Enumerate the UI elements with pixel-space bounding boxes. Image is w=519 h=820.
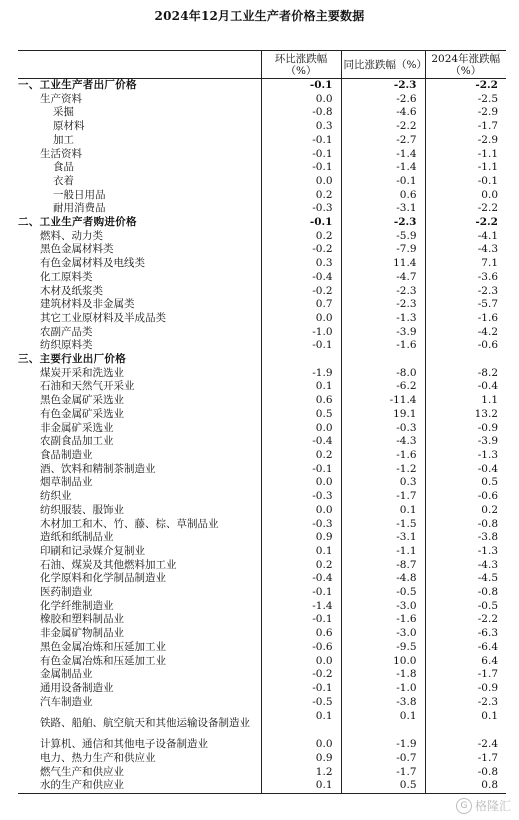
cell-mom: -0.5: [261, 696, 341, 710]
cell-ytd: 0.1: [425, 709, 506, 738]
cell-yoy: -3.1: [341, 531, 425, 545]
cell-ytd: -0.5: [425, 600, 506, 614]
cell-mom: 0.6: [261, 627, 341, 641]
cell-yoy: -1.5: [341, 518, 425, 532]
cell-mom: 0.2: [261, 559, 341, 573]
cell-yoy: -0.7: [341, 752, 425, 766]
cell-ytd: -3.9: [425, 435, 506, 449]
table-row: [18, 613, 506, 627]
cell-mom: 0.9: [261, 752, 341, 766]
table-row: [18, 271, 506, 285]
row-label: 建筑材料及非金属类: [40, 298, 135, 311]
table-row: [18, 120, 506, 134]
cell-ytd: -0.8: [425, 586, 506, 600]
row-label: 石油、煤炭及其他燃料加工业: [40, 558, 177, 571]
row-label: 煤炭开采和洗选业: [40, 366, 124, 379]
cell-mom: 0.0: [261, 738, 341, 752]
cell-yoy: -8.0: [341, 367, 425, 381]
table-row: [18, 600, 506, 614]
cell-yoy: -1.8: [341, 668, 425, 682]
table-row: [18, 463, 506, 477]
table-row: [18, 189, 506, 203]
cell-yoy: -6.2: [341, 380, 425, 394]
cell-mom: -0.1: [261, 216, 341, 230]
cell-ytd: -0.4: [425, 463, 506, 477]
cell-ytd: -2.3: [425, 696, 506, 710]
table-row: [18, 504, 506, 518]
row-label: 耐用消费品: [53, 202, 106, 215]
row-label: 化学原料和化学制品制造业: [40, 572, 166, 585]
cell-mom: -0.2: [261, 668, 341, 682]
row-label: 其它工业原材料及半成品类: [40, 311, 166, 324]
cell-mom: 0.2: [261, 449, 341, 463]
cell-ytd: -2.2: [425, 79, 506, 93]
cell-mom: -0.1: [261, 161, 341, 175]
cell-ytd: 0.0: [425, 189, 506, 203]
table-row: [18, 696, 506, 710]
cell-yoy: -1.4: [341, 161, 425, 175]
cell-mom: 0.3: [261, 257, 341, 271]
cell-yoy: -1.7: [341, 490, 425, 504]
cell-ytd: -0.9: [425, 422, 506, 436]
cell-yoy: -0.1: [341, 175, 425, 189]
cell-mom: -0.4: [261, 435, 341, 449]
cell-mom: -0.1: [261, 613, 341, 627]
cell-mom: 0.1: [261, 709, 341, 738]
cell-ytd: -2.3: [425, 285, 506, 299]
cell-yoy: 0.6: [341, 189, 425, 203]
table-row: [18, 572, 506, 586]
cell-mom: 0.6: [261, 394, 341, 408]
cell-mom: -0.6: [261, 641, 341, 655]
cell-ytd: -4.5: [425, 572, 506, 586]
cell-yoy: 0.1: [341, 504, 425, 518]
cell-ytd: 0.8: [425, 779, 506, 793]
row-label: 原材料: [53, 120, 85, 133]
cell-yoy: -2.6: [341, 93, 425, 107]
cell-mom: -0.1: [261, 339, 341, 353]
header-mom: 环比涨跌幅（%）: [261, 51, 341, 79]
cell-ytd: -1.1: [425, 148, 506, 162]
row-label: 二、工业生产者购进价格: [18, 216, 137, 229]
cell-yoy: -1.7: [341, 766, 425, 780]
cell-yoy: -2.3: [341, 298, 425, 312]
cell-mom: 0.1: [261, 779, 341, 793]
cell-mom: 0.1: [261, 545, 341, 559]
row-label: 医药制造业: [40, 586, 93, 599]
row-label: 衣着: [53, 174, 74, 187]
table-row: [18, 298, 506, 312]
cell-ytd: -1.1: [425, 161, 506, 175]
cell-yoy: 0.1: [341, 709, 425, 738]
cell-yoy: 19.1: [341, 408, 425, 422]
table-header-row: [18, 51, 506, 79]
cell-ytd: -6.3: [425, 627, 506, 641]
cell-ytd: -3.6: [425, 271, 506, 285]
cell-mom: -0.3: [261, 518, 341, 532]
cell-ytd: -8.2: [425, 367, 506, 381]
cell-yoy: -9.5: [341, 641, 425, 655]
row-label: 有色金属矿采选业: [40, 407, 124, 420]
row-label: 食品制造业: [40, 448, 93, 461]
cell-mom: 0.0: [261, 175, 341, 189]
cell-yoy: 11.4: [341, 257, 425, 271]
cell-ytd: -4.3: [425, 243, 506, 257]
cell-ytd: -1.3: [425, 449, 506, 463]
cell-yoy: -1.0: [341, 682, 425, 696]
cell-yoy: 10.0: [341, 655, 425, 669]
row-label: 有色金属冶炼和压延加工业: [40, 654, 166, 667]
table-row: [18, 682, 506, 696]
row-label: 汽车制造业: [40, 695, 93, 708]
row-label: 化工原料类: [40, 270, 93, 283]
table-row: [18, 668, 506, 682]
cell-yoy: -2.2: [341, 120, 425, 134]
cell-mom: 0.3: [261, 120, 341, 134]
header-yoy: 同比涨跌幅（%）: [341, 51, 425, 79]
row-label: 黑色金属冶炼和压延加工业: [40, 640, 166, 653]
cell-ytd: 0.5: [425, 476, 506, 490]
cell-yoy: -5.9: [341, 230, 425, 244]
cell-mom: 0.9: [261, 531, 341, 545]
table-row: [18, 531, 506, 545]
row-label: 烟草制品业: [40, 476, 93, 489]
cell-ytd: 1.1: [425, 394, 506, 408]
row-label: 计算机、通信和其他电子设备制造业: [40, 738, 208, 751]
cell-mom: 0.0: [261, 504, 341, 518]
table-row: [18, 449, 506, 463]
cell-mom: -0.3: [261, 202, 341, 216]
table-row: [18, 148, 506, 162]
row-label: 一般日用品: [53, 188, 106, 201]
table-row: [18, 766, 506, 780]
cell-ytd: -2.2: [425, 202, 506, 216]
page-title: 2024年12月工业生产者价格主要数据: [154, 9, 365, 23]
table-row: [18, 394, 506, 408]
row-label: 有色金属材料及电线类: [40, 257, 145, 270]
cell-ytd: -2.2: [425, 613, 506, 627]
cell-yoy: -4.3: [341, 435, 425, 449]
cell-mom: -0.4: [261, 572, 341, 586]
table-row: [18, 380, 506, 394]
cell-ytd: -2.4: [425, 738, 506, 752]
table-row: [18, 134, 506, 148]
cell-yoy: -8.7: [341, 559, 425, 573]
row-label: 造纸和纸制品业: [40, 531, 114, 544]
cell-mom: 0.7: [261, 298, 341, 312]
cell-yoy: -4.7: [341, 271, 425, 285]
row-label: 木材及纸浆类: [40, 284, 103, 297]
cell-ytd: [425, 353, 506, 367]
cell-mom: -0.8: [261, 106, 341, 120]
table-body: [18, 79, 506, 794]
cell-yoy: -0.5: [341, 586, 425, 600]
row-label: 印刷和记录媒介复制业: [40, 544, 145, 557]
cell-ytd: -0.8: [425, 518, 506, 532]
cell-mom: 1.2: [261, 766, 341, 780]
table-row: [18, 422, 506, 436]
watermark: [456, 797, 511, 814]
cell-yoy: -1.4: [341, 148, 425, 162]
table-row: [18, 738, 506, 752]
cell-yoy: -3.1: [341, 202, 425, 216]
table-row: [18, 709, 506, 738]
cell-yoy: -0.3: [341, 422, 425, 436]
table-row: [18, 79, 506, 93]
cell-mom: -0.1: [261, 586, 341, 600]
table-row: [18, 230, 506, 244]
table-row: [18, 161, 506, 175]
row-label: 橡胶和塑料制品业: [40, 613, 124, 626]
row-label: 燃气生产和供应业: [40, 765, 124, 778]
table-row: [18, 367, 506, 381]
cell-ytd: -4.2: [425, 326, 506, 340]
cell-ytd: -4.3: [425, 559, 506, 573]
cell-yoy: -1.6: [341, 613, 425, 627]
cell-ytd: -3.8: [425, 531, 506, 545]
cell-mom: -0.1: [261, 134, 341, 148]
cell-ytd: 0.2: [425, 504, 506, 518]
cell-ytd: -1.7: [425, 668, 506, 682]
table-row: [18, 202, 506, 216]
watermark-logo-icon: G: [456, 798, 472, 814]
cell-mom: -0.4: [261, 271, 341, 285]
cell-ytd: -2.2: [425, 216, 506, 230]
table-row: [18, 339, 506, 353]
cell-ytd: -6.4: [425, 641, 506, 655]
table-row: [18, 243, 506, 257]
row-label: 化学纤维制造业: [40, 599, 114, 612]
row-label: 生产资料: [40, 92, 82, 105]
cell-ytd: -1.6: [425, 312, 506, 326]
cell-mom: -0.2: [261, 285, 341, 299]
cell-ytd: -1.7: [425, 120, 506, 134]
cell-yoy: -1.3: [341, 312, 425, 326]
cell-yoy: -1.1: [341, 545, 425, 559]
table-row: [18, 93, 506, 107]
header-ytd: 2024年涨跌幅（%）: [425, 51, 506, 79]
cell-mom: 0.0: [261, 312, 341, 326]
row-label: 石油和天然气开采业: [40, 380, 135, 393]
cell-yoy: [341, 353, 425, 367]
cell-ytd: -0.1: [425, 175, 506, 189]
row-label: 通用设备制造业: [40, 681, 114, 694]
cell-mom: 0.5: [261, 408, 341, 422]
row-label: 食品: [53, 161, 74, 174]
cell-ytd: 13.2: [425, 408, 506, 422]
row-label: 纺织原料类: [40, 339, 93, 352]
cell-yoy: -4.6: [341, 106, 425, 120]
row-label: 农副食品加工业: [40, 435, 114, 448]
cell-yoy: -7.9: [341, 243, 425, 257]
cell-yoy: -11.4: [341, 394, 425, 408]
cell-mom: -0.1: [261, 463, 341, 477]
table-row: [18, 353, 506, 367]
table-row: [18, 175, 506, 189]
cell-ytd: -2.5: [425, 93, 506, 107]
table-row: [18, 545, 506, 559]
cell-ytd: -0.4: [425, 380, 506, 394]
row-label: 木材加工和木、竹、藤、棕、草制品业: [40, 517, 219, 530]
table-row: [18, 490, 506, 504]
cell-mom: 0.0: [261, 476, 341, 490]
cell-mom: -0.2: [261, 243, 341, 257]
row-label: 酒、饮料和精制茶制造业: [40, 462, 156, 475]
row-label: 纺织服装、服饰业: [40, 503, 124, 516]
cell-yoy: -3.0: [341, 627, 425, 641]
row-label: 农副产品类: [40, 325, 93, 338]
cell-ytd: -1.7: [425, 752, 506, 766]
cell-ytd: -0.6: [425, 490, 506, 504]
table-row: [18, 559, 506, 573]
cell-mom: -1.9: [261, 367, 341, 381]
cell-mom: 0.0: [261, 422, 341, 436]
cell-yoy: -2.3: [341, 285, 425, 299]
table-row: [18, 326, 506, 340]
row-label: 非金属矿采选业: [40, 421, 114, 434]
cell-yoy: -1.9: [341, 738, 425, 752]
cell-mom: 0.0: [261, 655, 341, 669]
cell-yoy: -1.6: [341, 449, 425, 463]
cell-yoy: -2.3: [341, 79, 425, 93]
price-data-table: [18, 50, 506, 794]
row-label: 黑色金属材料类: [40, 243, 114, 256]
row-label: 一、工业生产者出厂价格: [18, 79, 137, 91]
cell-yoy: -4.8: [341, 572, 425, 586]
cell-yoy: 0.3: [341, 476, 425, 490]
cell-mom: -1.0: [261, 326, 341, 340]
cell-mom: -0.1: [261, 79, 341, 93]
cell-mom: [261, 353, 341, 367]
cell-yoy: -3.8: [341, 696, 425, 710]
cell-ytd: -2.9: [425, 134, 506, 148]
cell-mom: 0.1: [261, 380, 341, 394]
table-row: [18, 216, 506, 230]
cell-yoy: -1.2: [341, 463, 425, 477]
cell-yoy: -3.0: [341, 600, 425, 614]
table-row: [18, 627, 506, 641]
row-label: 加工: [53, 133, 74, 146]
cell-ytd: -5.7: [425, 298, 506, 312]
table-row: [18, 312, 506, 326]
cell-mom: -1.4: [261, 600, 341, 614]
header-item: [18, 51, 261, 79]
cell-ytd: -0.9: [425, 682, 506, 696]
cell-ytd: 7.1: [425, 257, 506, 271]
watermark-text: 格隆汇: [474, 799, 511, 813]
cell-ytd: 6.4: [425, 655, 506, 669]
table-row: [18, 106, 506, 120]
cell-yoy: 0.5: [341, 779, 425, 793]
table-row: [18, 779, 506, 793]
row-label: 金属制品业: [40, 668, 93, 681]
cell-mom: -0.3: [261, 490, 341, 504]
row-label: 电力、热力生产和供应业: [40, 752, 156, 765]
table-row: [18, 257, 506, 271]
table-row: [18, 641, 506, 655]
cell-mom: -0.1: [261, 148, 341, 162]
row-label: 燃料、动力类: [40, 229, 103, 242]
row-label: 非金属矿物制品业: [40, 627, 124, 640]
cell-mom: -0.1: [261, 682, 341, 696]
cell-mom: 0.0: [261, 93, 341, 107]
table-row: [18, 435, 506, 449]
row-label: 纺织业: [40, 490, 72, 503]
row-label: 采掘: [53, 106, 74, 119]
table-row: [18, 655, 506, 669]
row-label: 生活资料: [40, 147, 82, 160]
cell-yoy: -2.7: [341, 134, 425, 148]
cell-ytd: -0.6: [425, 339, 506, 353]
cell-mom: 0.2: [261, 189, 341, 203]
cell-yoy: -2.3: [341, 216, 425, 230]
table-row: [18, 586, 506, 600]
row-label: 黑色金属矿采选业: [40, 394, 124, 407]
cell-yoy: -1.6: [341, 339, 425, 353]
cell-ytd: -1.3: [425, 545, 506, 559]
row-label: 水的生产和供应业: [18, 779, 261, 793]
cell-ytd: -0.8: [425, 766, 506, 780]
table-row: [18, 752, 506, 766]
row-label: 铁路、船舶、航空航天和其他运输设备制造业: [40, 717, 250, 730]
table-row: [18, 408, 506, 422]
cell-ytd: -2.9: [425, 106, 506, 120]
cell-ytd: -4.1: [425, 230, 506, 244]
row-label: 三、主要行业出厂价格: [18, 353, 126, 366]
cell-mom: 0.2: [261, 230, 341, 244]
table-row: [18, 476, 506, 490]
table-row: [18, 285, 506, 299]
cell-yoy: -3.9: [341, 326, 425, 340]
table-row: [18, 518, 506, 532]
